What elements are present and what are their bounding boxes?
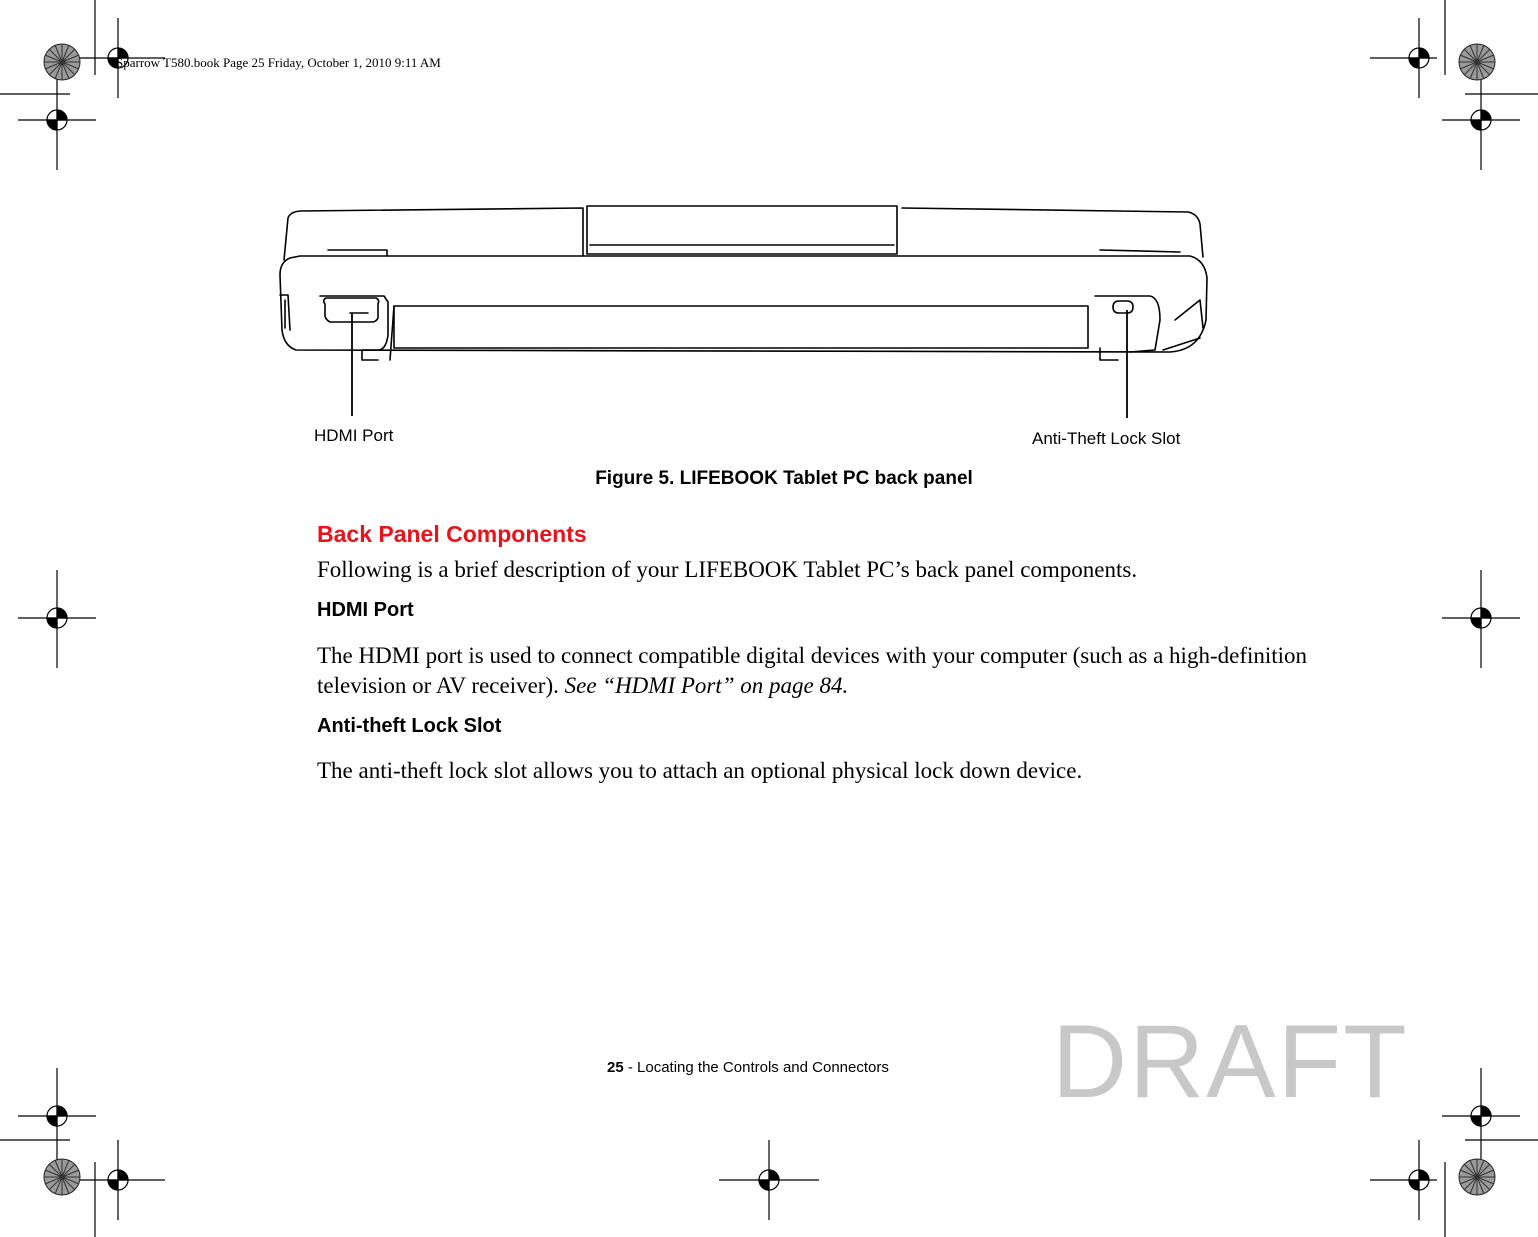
print-header: Sparrow T580.book Page 25 Friday, October 1, 2010 9:11 AM: [116, 55, 441, 70]
crosshair-target-icon: [70, 1140, 165, 1220]
crosshair-target-icon: [18, 70, 96, 170]
star-target-icon: [1459, 1159, 1495, 1195]
crosshair-target-icon: [1370, 1140, 1437, 1220]
crosshair-target-icon: [1442, 1068, 1520, 1165]
star-target-icon: [1459, 44, 1495, 80]
hdmi-port-xref-link[interactable]: See “HDMI Port” on page 84.: [564, 673, 849, 698]
page-number: 25: [607, 1059, 624, 1076]
crosshair-target-icon: [18, 1068, 96, 1165]
crosshair-target-icon: [1370, 18, 1437, 98]
star-target-icon: [44, 44, 80, 80]
hdmi-port-callout: HDMI Port: [314, 426, 394, 445]
crosshair-target-icon: [1442, 570, 1520, 668]
chapter-title: Locating the Controls and Connectors: [637, 1059, 889, 1076]
anti-theft-lock-callout: Anti-Theft Lock Slot: [1032, 429, 1181, 448]
star-target-icon: [44, 1159, 80, 1195]
section-title: Back Panel Components: [317, 521, 587, 547]
figure-caption: Figure 5. LIFEBOOK Tablet PC back panel: [595, 468, 973, 489]
hdmi-port-text: The HDMI port is used to connect compatible digital devices with your computer (such as a high-definition television or AV receiver).: [317, 643, 1308, 698]
anti-theft-lock-heading: Anti-theft Lock Slot: [317, 715, 502, 737]
draft-watermark: DRAFT: [1052, 1004, 1409, 1120]
crosshair-target-icon: [719, 1140, 819, 1220]
hdmi-port-heading: HDMI Port: [317, 599, 414, 621]
intro-paragraph: Following is a brief description of your LIFEBOOK Tablet PC’s back panel components.: [317, 557, 1138, 582]
page-footer: [607, 1059, 889, 1076]
crosshair-target-icon: [18, 570, 96, 668]
hdmi-port-description: [317, 641, 1317, 701]
crosshair-target-icon: [1442, 70, 1520, 170]
laptop-back-panel-illustration: [270, 200, 1220, 425]
footer-separator: -: [623, 1059, 638, 1076]
anti-theft-lock-description: The anti-theft lock slot allows you to attach an optional physical lock down device.: [317, 758, 1083, 783]
